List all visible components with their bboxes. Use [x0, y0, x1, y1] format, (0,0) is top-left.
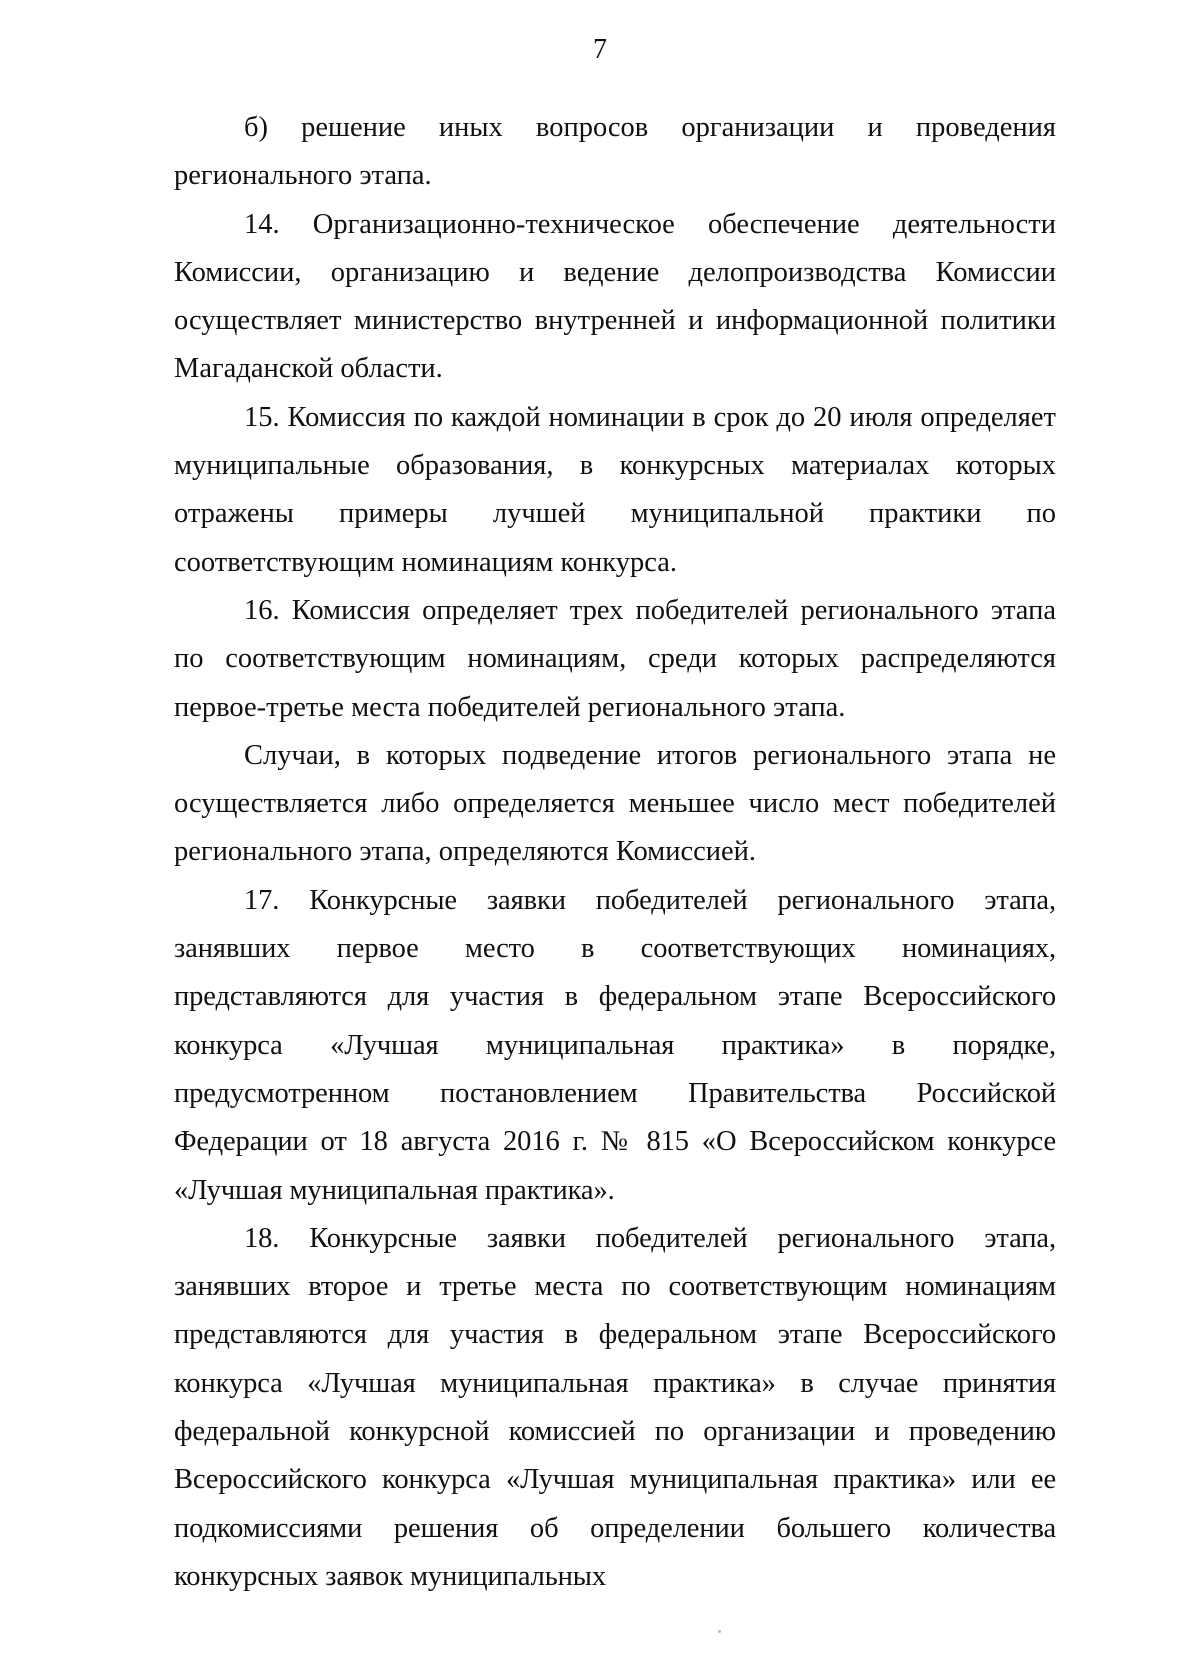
scan-speck — [718, 1630, 721, 1633]
paragraph-16: 16. Комиссия определяет трех победителей регионального этапа по соответствующим номинациям, среди которых распределяются первое-третье места победителей регионального этапа. — [174, 594, 1056, 723]
document-body — [174, 104, 1056, 1601]
paragraph-14: 14. Организационно-техническое обеспечение деятельности Комиссии, организацию и ведение делопроизводства Комиссии осуществляет министерство внутренней и информационной политики Магаданской области. — [174, 208, 1056, 385]
paragraph-15: 15. Комиссия по каждой номинации в срок до 20 июля определяет муниципальные образования, в конкурсных материалах которых отражены примеры лучшей муниципальной практики по соответствующим номинациям конкурса. — [174, 401, 1056, 578]
paragraph-13b: б) решение иных вопросов организации и проведения регионального этапа. — [174, 112, 1056, 192]
paragraph-18: 18. Конкурсные заявки победителей регионального этапа, занявших второе и третье места по соответствующим номинациям представляются для участия в федеральном этапе Всероссийского конкурса «Лучшая муниципальная практика» в случае принятия федеральной конкурсной комиссией по организации и проведению Всероссийского конкурса «Лучшая муниципальная практика» или ее подкомиссиями решения об определении большего количества конкурсных заявок муниципальных — [174, 1222, 1056, 1592]
paragraph-17: 17. Конкурсные заявки победителей регионального этапа, занявших первое место в соответствующих номинациях, представляются для участия в федеральном этапе Всероссийского конкурса «Лучшая муниципальная практика» в порядке, предусмотренном постановлением Правительства Российской Федерации от 18 августа 2016 г. № 815 «О Всероссийском конкурсе «Лучшая муниципальная практика». — [174, 884, 1056, 1206]
page-number: 7 — [593, 34, 607, 65]
paragraph-16-cases: Случаи, в которых подведение итогов регионального этапа не осуществляется либо определяется меньшее число мест победителей регионального этапа, определяются Комиссией. — [174, 739, 1056, 868]
